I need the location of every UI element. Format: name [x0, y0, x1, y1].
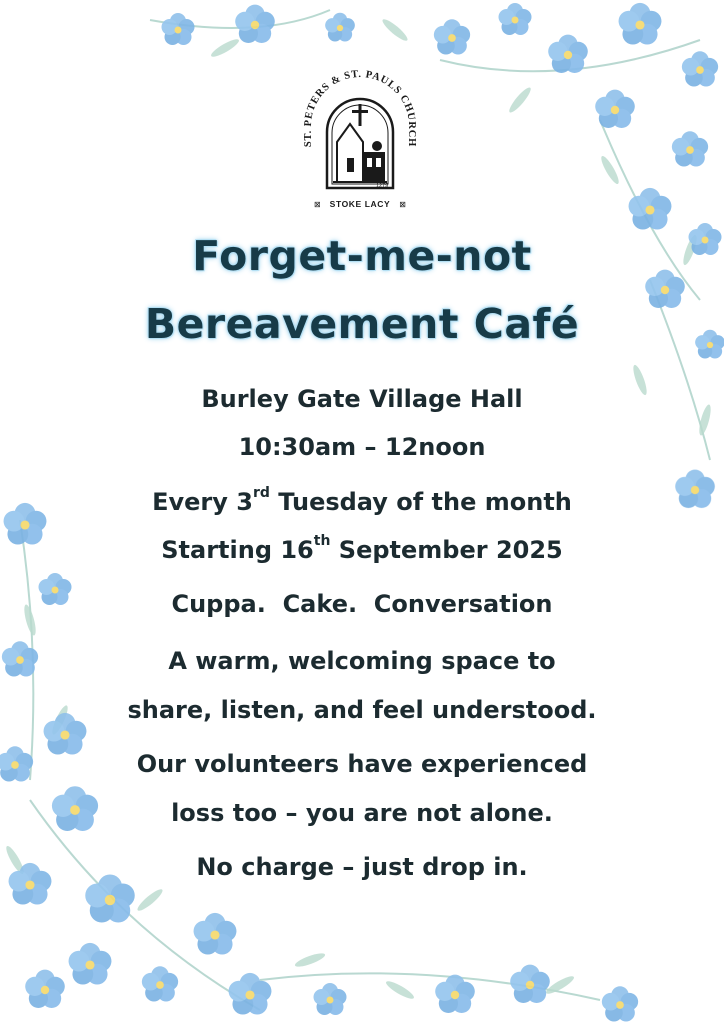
- description-line-1: A warm, welcoming space to: [168, 647, 556, 675]
- volunteers-line-2: loss too – you are not alone.: [171, 799, 553, 827]
- tagline: Cuppa. Cake. Conversation: [171, 590, 553, 618]
- logo-year: 1279: [376, 183, 389, 189]
- description-line-2: share, listen, and feel understood.: [127, 696, 597, 724]
- schedule-every-post: Tuesday of the month: [269, 488, 572, 516]
- svg-text:⊠: ⊠: [399, 200, 406, 209]
- schedule-start-post: September 2025: [330, 536, 563, 564]
- time: 10:30am – 12noon: [238, 433, 486, 461]
- venue: Burley Gate Village Hall: [201, 385, 523, 413]
- svg-text:⊠: ⊠: [314, 200, 321, 209]
- church-logo: [297, 66, 423, 216]
- logo-place: STOKE LACY: [329, 199, 391, 209]
- schedule-start: [0, 535, 724, 565]
- schedule-start-sup: th: [313, 533, 331, 549]
- schedule-start-pre: Starting 16: [161, 536, 314, 564]
- volunteers-line-1: Our volunteers have experienced: [136, 750, 588, 778]
- schedule-every: [0, 487, 724, 517]
- title-line-1: Forget-me-not: [192, 232, 532, 280]
- footer-note: No charge – just drop in.: [196, 853, 528, 881]
- title-line-2: Bereavement Café: [144, 300, 580, 348]
- schedule-every-pre: Every 3: [152, 488, 253, 516]
- schedule-every-sup: rd: [252, 485, 270, 501]
- logo-arc-text: ST. PETERS & ST. PAULS CHURCH: [302, 68, 418, 148]
